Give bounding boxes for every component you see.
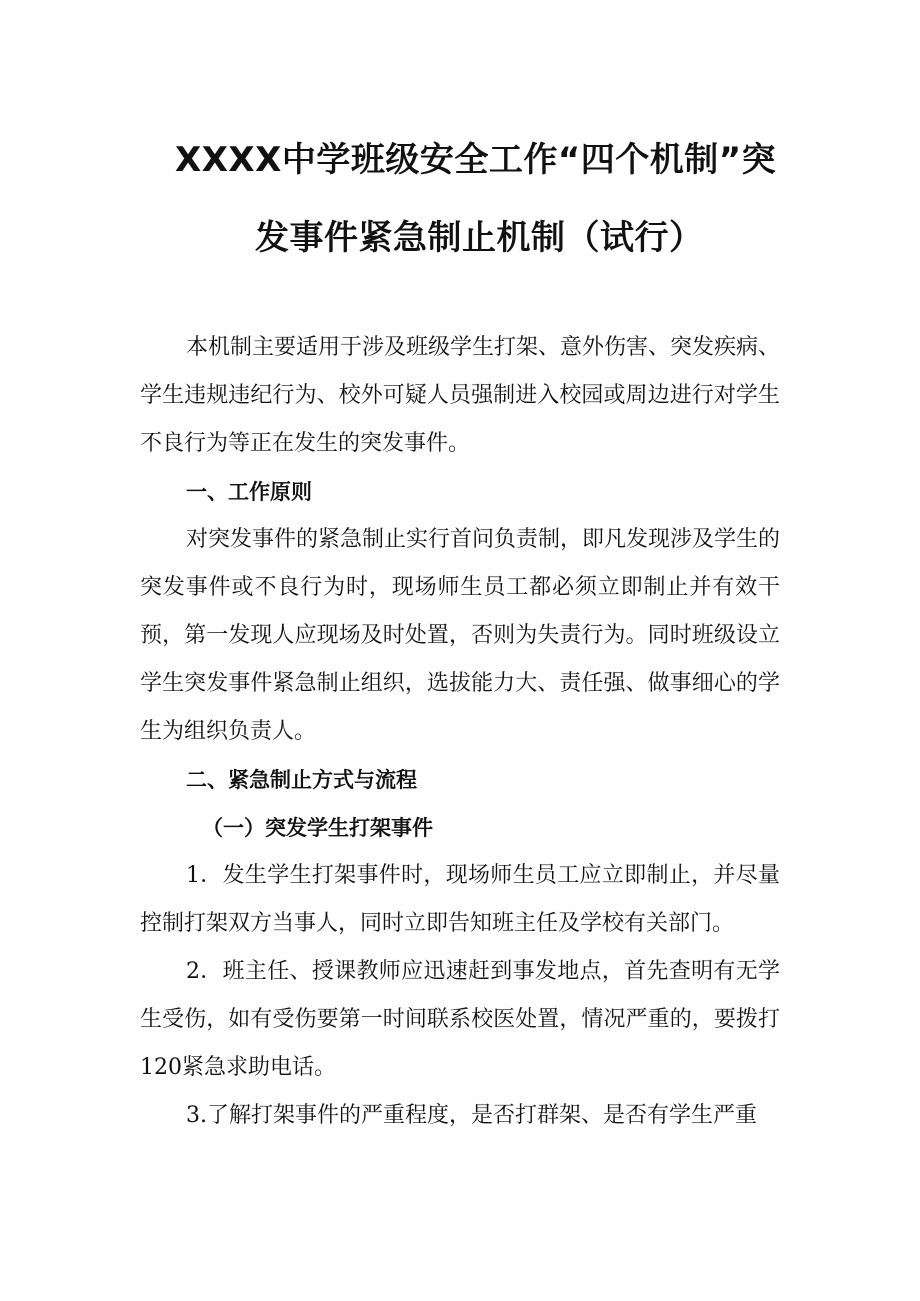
list-item-2: 2．班主任、授课教师应迅速赶到事发地点，首先查明有无学生受伤，如有受伤要第一时间联系校医处置，情况严重的，要拨打120紧急求助电话。: [140, 959, 780, 1080]
list-item-1: 1．发生学生打架事件时，现场师生员工应立即制止，并尽量控制打架双方当事人，同时立即告知班主任及学校有关部门。: [140, 863, 780, 936]
list-item-3: 3.了解打架事件的严重程度，是否打群架、是否有学生严重: [186, 1103, 757, 1128]
document-title-line-2: 发事件紧急制止机制（试行）: [255, 218, 704, 258]
section-1-heading: 一、工作原则: [186, 480, 312, 504]
section-1-paragraph: 对突发事件的紧急制止实行首问负责制，即凡发现涉及学生的突发事件或不良行为时，现场师生员工都必须立即制止并有效干预，第一发现人应现场及时处置，否则为失责行为。同时班级设立学生突发事件紧急制止组织，选拔能力大、责任强、做事细心的学生为组织负责人。: [140, 527, 781, 744]
document-body: [140, 324, 780, 1140]
section-2-heading: 二、紧急制止方式与流程: [186, 768, 417, 792]
document-title-line-1: XXXX中学班级安全工作“四个机制”突: [175, 140, 777, 180]
subsection-1-heading: （一）突发学生打架事件: [202, 816, 433, 840]
intro-paragraph: 本机制主要适用于涉及班级学生打架、意外伤害、突发疾病、学生违规违纪行为、校外可疑人员强制进入校园或周边进行对学生不良行为等正在发生的突发事件。: [140, 335, 781, 456]
